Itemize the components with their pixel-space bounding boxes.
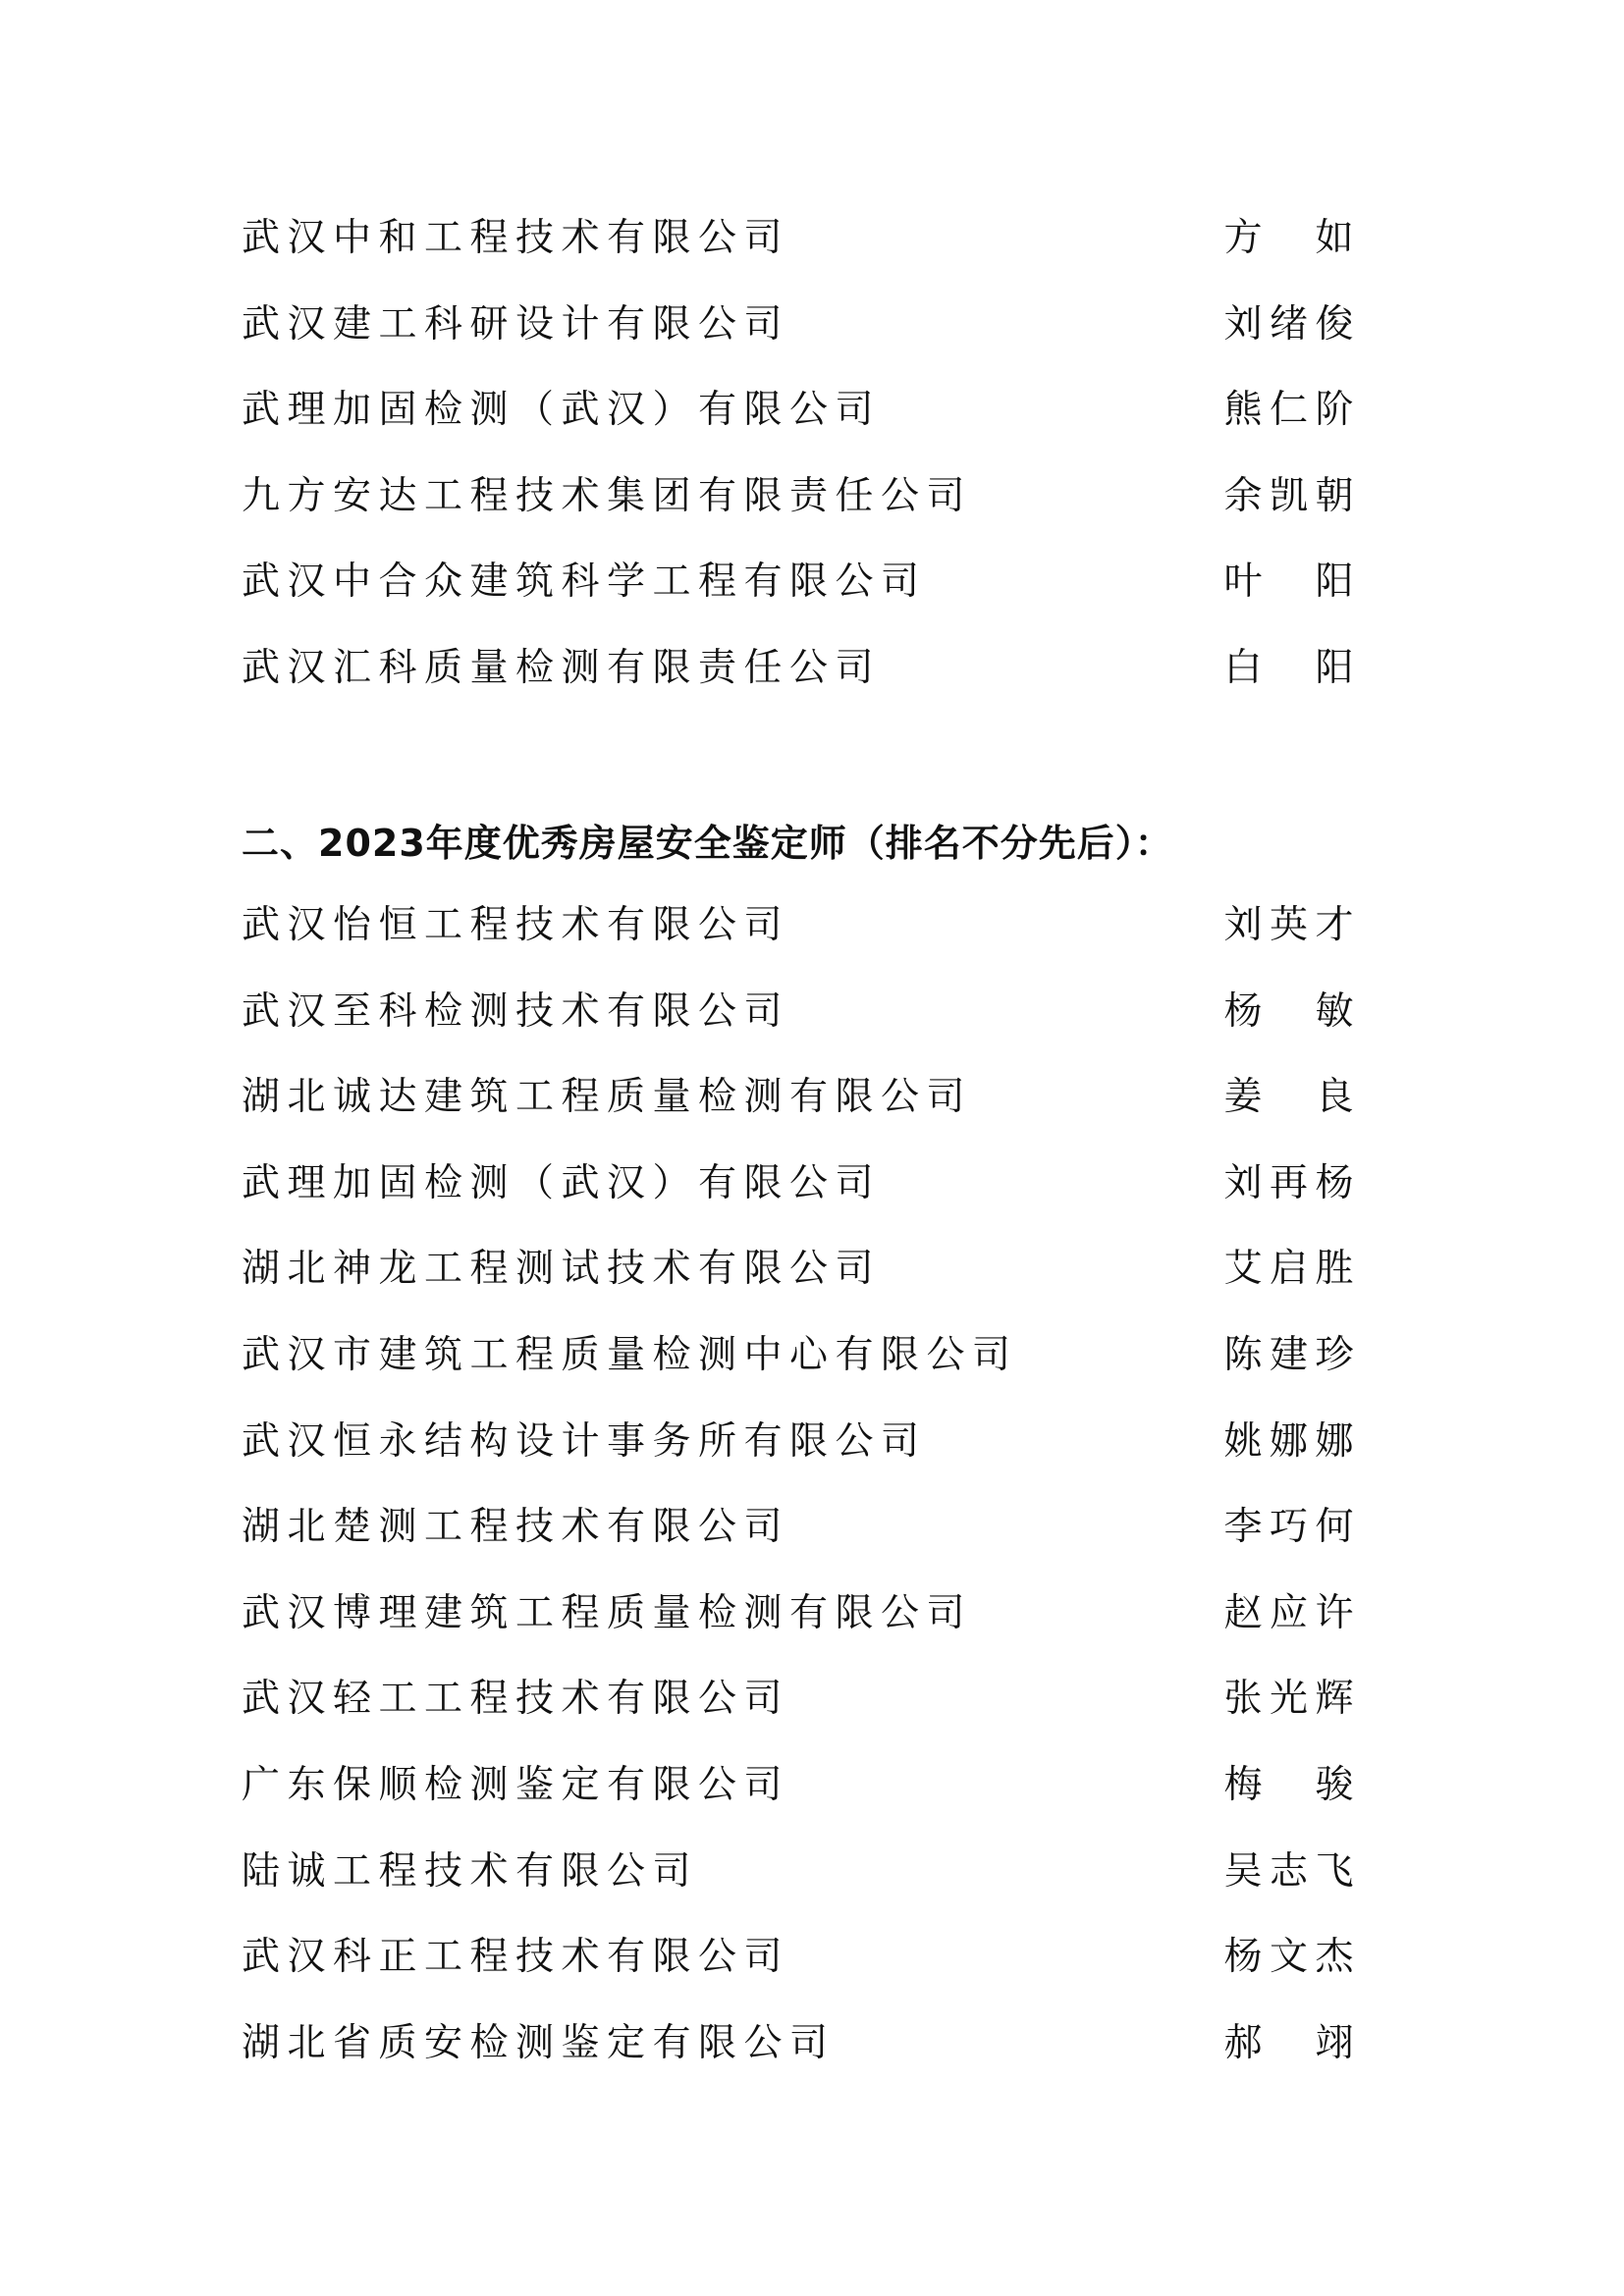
company-name: 湖北诚达建筑工程质量检测有限公司 [242, 1075, 973, 1120]
person-name: 白 阳 [1223, 645, 1361, 690]
company-name: 武理加固检测（武汉）有限公司 [242, 1160, 882, 1205]
company-name: 九方安达工程技术集团有限责任公司 [242, 473, 973, 518]
company-name: 武汉汇科质量检测有限责任公司 [242, 645, 882, 690]
list-item [242, 1055, 1361, 1142]
person-name: 赵应许 [1223, 1590, 1361, 1635]
person-name: 陈建珍 [1223, 1332, 1361, 1377]
company-name: 陆诚工程技术有限公司 [242, 1848, 699, 1894]
company-name: 武汉中和工程技术有限公司 [242, 216, 790, 260]
list-item [242, 1572, 1361, 1658]
person-name: 熊仁阶 [1223, 388, 1361, 433]
list-item [242, 1313, 1361, 1400]
company-name: 武汉市建筑工程质量检测中心有限公司 [242, 1332, 1018, 1377]
company-name: 湖北神龙工程测试技术有限公司 [242, 1247, 882, 1292]
list-item [242, 2002, 1361, 2088]
list-item [242, 283, 1361, 369]
company-name: 武汉博理建筑工程质量检测有限公司 [242, 1590, 973, 1635]
person-name: 郝 翊 [1223, 2020, 1361, 2065]
person-name: 方 如 [1223, 216, 1361, 260]
list-item [242, 1400, 1361, 1486]
list-item [242, 1227, 1361, 1313]
list-item [242, 1743, 1361, 1830]
company-name: 武汉科正工程技术有限公司 [242, 1935, 790, 1980]
company-name: 武汉中合众建筑科学工程有限公司 [242, 560, 927, 605]
person-name: 张光辉 [1223, 1677, 1361, 1722]
company-name: 湖北楚测工程技术有限公司 [242, 1505, 790, 1550]
list-item [242, 1142, 1361, 1228]
person-name: 姚娜娜 [1223, 1418, 1361, 1464]
person-name: 余凯朝 [1223, 473, 1361, 518]
list-item [242, 1915, 1361, 2002]
person-name: 杨 敏 [1223, 988, 1361, 1034]
company-name: 武汉怡恒工程技术有限公司 [242, 903, 790, 947]
company-name: 武汉至科检测技术有限公司 [242, 988, 790, 1034]
person-name: 梅 骏 [1223, 1762, 1361, 1807]
person-name: 李巧何 [1223, 1505, 1361, 1550]
company-name: 武汉建工科研设计有限公司 [242, 301, 790, 347]
company-name: 武汉恒永结构设计事务所有限公司 [242, 1418, 927, 1464]
company-name: 武汉轻工工程技术有限公司 [242, 1677, 790, 1722]
person-name: 杨文杰 [1223, 1935, 1361, 1980]
company-name: 广东保顺检测鉴定有限公司 [242, 1762, 790, 1807]
person-name: 叶 阳 [1223, 560, 1361, 605]
list-item [242, 540, 1361, 626]
list-item [242, 1485, 1361, 1572]
person-name: 刘英才 [1223, 903, 1361, 947]
company-name: 武理加固检测（武汉）有限公司 [242, 388, 882, 433]
list-item [242, 454, 1361, 541]
list-item [242, 368, 1361, 454]
list-item [242, 1830, 1361, 1916]
list-item [242, 1657, 1361, 1743]
person-name: 艾启胜 [1223, 1247, 1361, 1292]
section2-list [242, 883, 1361, 2087]
section2-heading: 二、2023年度优秀房屋安全鉴定师（排名不分先后）： [242, 822, 1173, 865]
list-item [242, 970, 1361, 1056]
section1-list [242, 196, 1361, 713]
company-name: 湖北省质安检测鉴定有限公司 [242, 2020, 836, 2065]
person-name: 刘再杨 [1223, 1160, 1361, 1205]
person-name: 姜 良 [1223, 1075, 1361, 1120]
list-item [242, 626, 1361, 713]
list-item [242, 883, 1361, 970]
list-item [242, 196, 1361, 283]
person-name: 吴志飞 [1223, 1848, 1361, 1894]
person-name: 刘绪俊 [1223, 301, 1361, 347]
